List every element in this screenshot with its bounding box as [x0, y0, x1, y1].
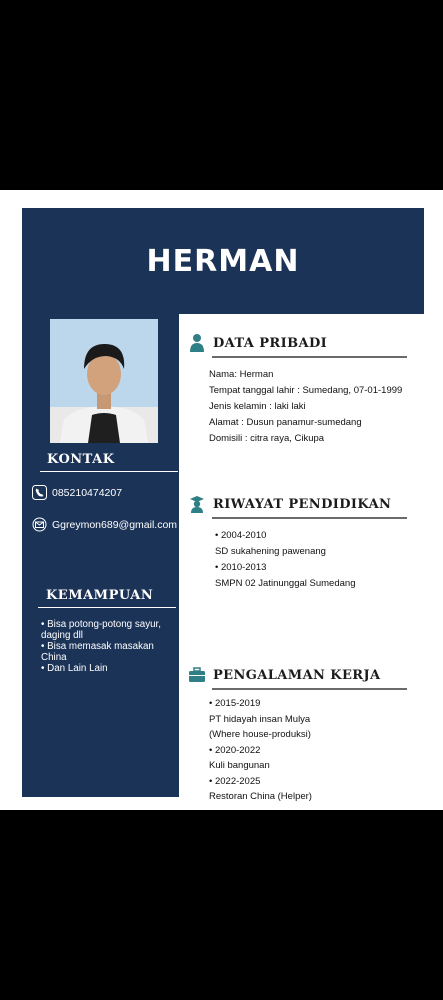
profile-photo — [50, 319, 158, 443]
work-line: PT hidayah insan Mulya — [209, 713, 311, 725]
work-line: Restoran China (Helper) — [209, 791, 312, 802]
graduate-icon — [188, 494, 206, 514]
work-line: • 2015-2019 — [209, 698, 261, 709]
cv-name: HERMAN — [146, 243, 300, 279]
email-address[interactable]: Ggreymon689@gmail.com — [52, 518, 178, 531]
contact-divider — [40, 471, 178, 472]
skill-line: daging dll — [41, 630, 83, 641]
person-icon — [188, 333, 206, 353]
personal-line: Tempat tanggal lahir : Sumedang, 07-01-1999 — [209, 385, 403, 396]
personal-line: Domisili : citra raya, Cikupa — [209, 433, 325, 444]
briefcase-icon — [188, 665, 206, 685]
skill-line: • Bisa potong-potong sayur, — [41, 619, 161, 630]
cv-header — [22, 208, 424, 314]
work-line: • 2020-2022 — [209, 744, 261, 756]
education-line: • 2004-2010 — [215, 530, 267, 541]
work-line: • 2022-2025 — [209, 775, 261, 787]
education-line: SD sukahening pawenang — [215, 546, 326, 557]
education-section — [188, 493, 410, 592]
education-title: RIWAYAT PENDIDIKAN — [213, 496, 392, 512]
skills-divider — [38, 607, 176, 608]
education-divider — [212, 517, 407, 519]
email-icon — [32, 517, 47, 532]
work-section — [188, 664, 410, 805]
phone-icon — [32, 485, 47, 500]
work-line: Kuli bangunan — [209, 760, 270, 771]
personal-line: Nama: Herman — [209, 369, 274, 380]
personal-divider — [212, 356, 407, 358]
skills-list — [41, 619, 175, 674]
skill-line: China — [41, 652, 67, 663]
education-line: SMPN 02 Jatinunggal Sumedang — [215, 578, 356, 589]
education-line: • 2010-2013 — [215, 562, 267, 573]
phone-row — [32, 485, 122, 500]
skill-line: • Dan Lain Lain — [41, 663, 108, 674]
work-line: (Where house-produksi) — [209, 729, 311, 740]
cv-sidebar — [22, 314, 179, 797]
personal-section — [188, 332, 410, 447]
personal-line: Jenis kelamin : laki laki — [209, 401, 306, 412]
contact-heading: KONTAK — [47, 452, 115, 467]
personal-line: Alamat : Dusun panamur-sumedang — [209, 417, 362, 428]
work-divider — [212, 688, 407, 690]
personal-title: DATA PRIBADI — [213, 335, 328, 351]
skills-heading: KEMAMPUAN — [46, 588, 154, 603]
work-title: PENGALAMAN KERJA — [213, 667, 381, 683]
email-row — [32, 517, 177, 532]
phone-number[interactable]: 085210474207 — [52, 486, 123, 499]
skill-line: • Bisa memasak masakan — [41, 641, 154, 652]
